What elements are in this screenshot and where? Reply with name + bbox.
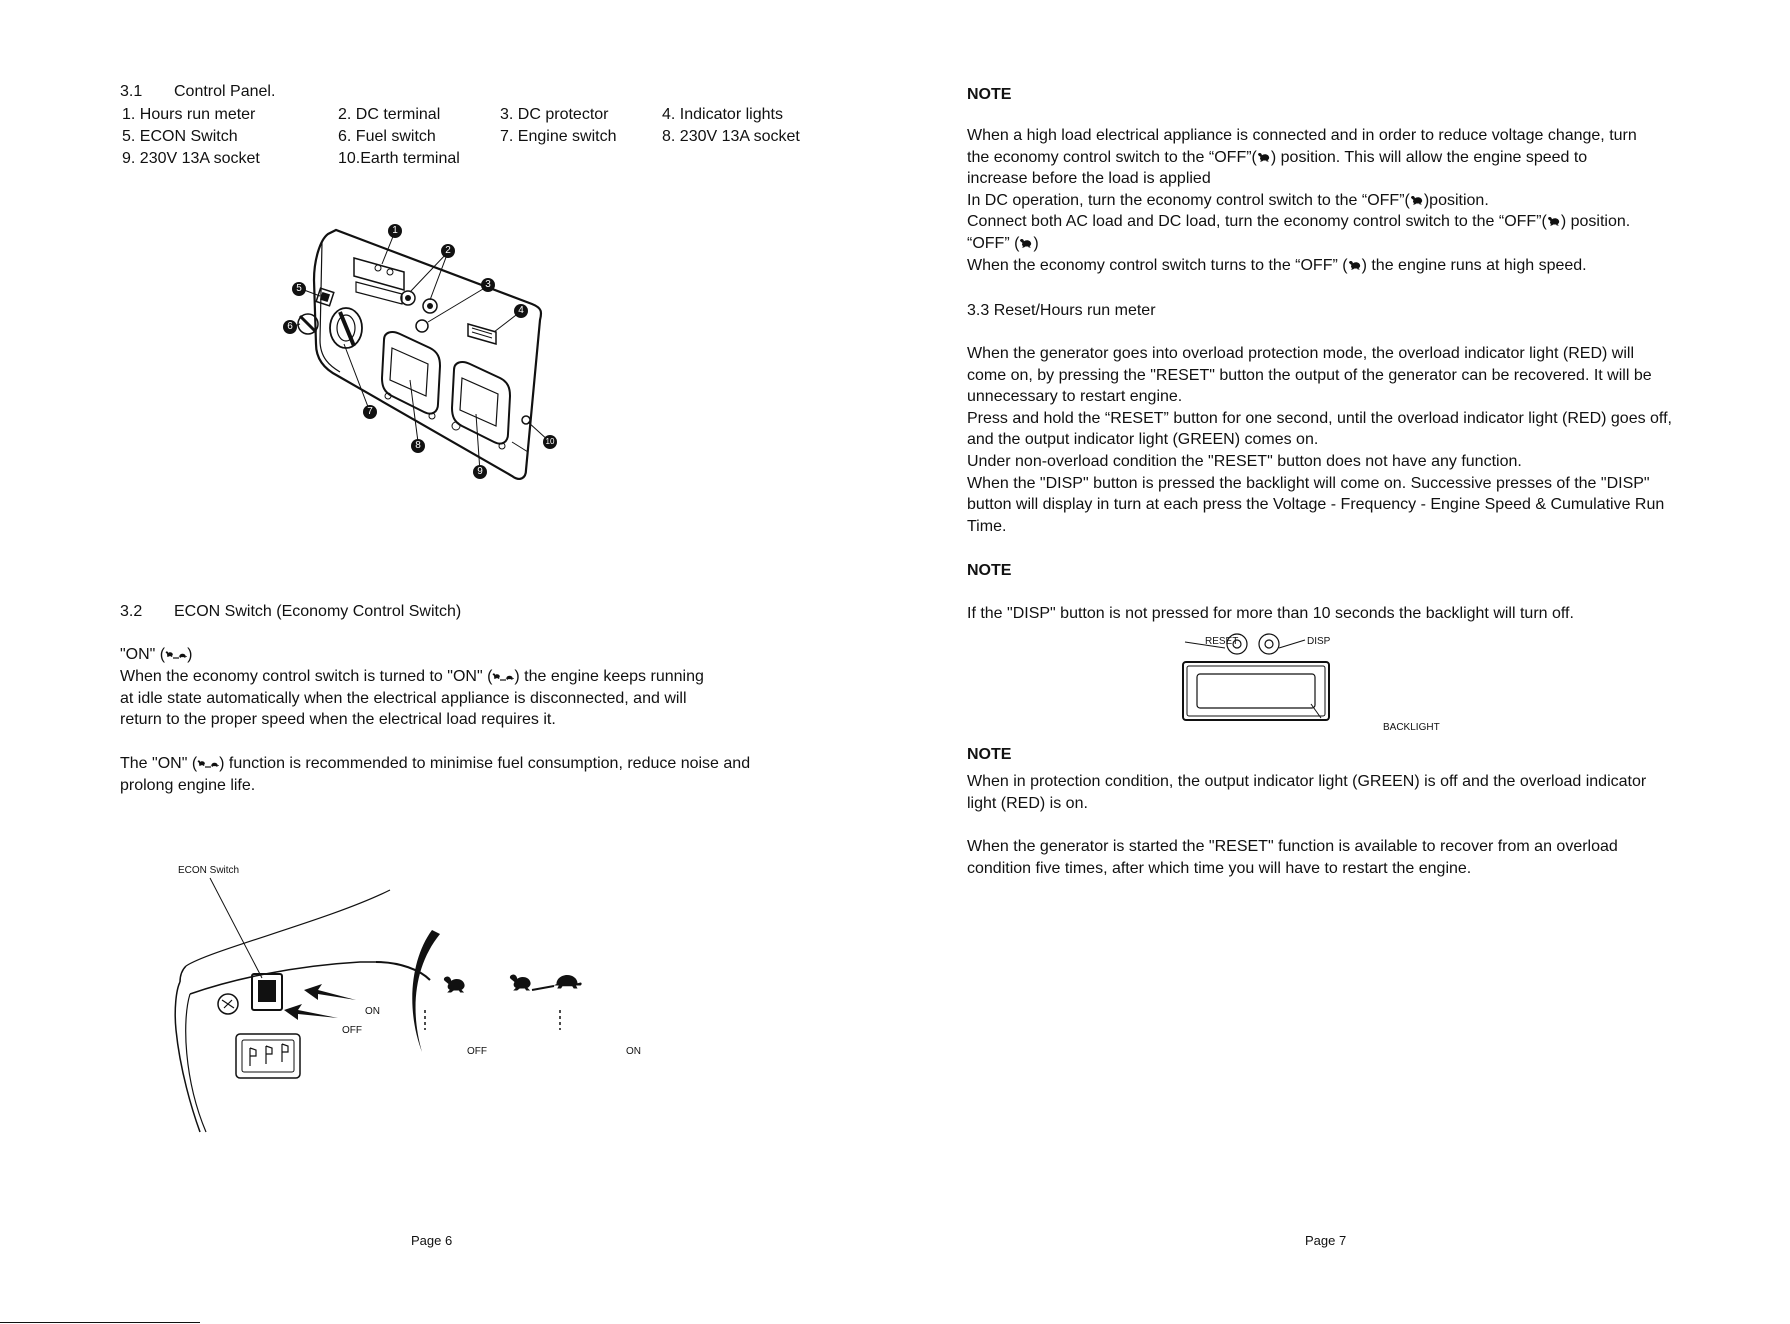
text-span: Connect both AC load and DC load, turn the economy control switch to the “OFF”( <box>967 213 1547 231</box>
text-line: unnecessary to restart engine. <box>967 388 1183 406</box>
rabbit-to-turtle-icon <box>197 758 219 770</box>
callout-number: 8 <box>411 439 425 453</box>
callout-number: 4 <box>514 304 528 318</box>
text-span: When the economy control switch is turned to "ON" ( <box>120 668 493 685</box>
rabbit-to-turtle-icon <box>165 649 187 661</box>
text-line: light (RED) is on. <box>967 794 1088 812</box>
text-line: at idle state automatically when the electrical appliance is disconnected, and will <box>120 689 687 707</box>
right-page <box>895 0 1790 1324</box>
text-span: ) position. This will allow the engine speed to <box>1270 148 1588 166</box>
text-span: the economy control switch to the “OFF”( <box>967 148 1257 166</box>
text-span: ) <box>1033 234 1039 252</box>
callout-number: 2 <box>441 244 455 258</box>
off-position-label: OFF <box>467 1046 487 1057</box>
text-line: When a high load electrical appliance is connected and in order to reduce voltage change, turn <box>967 127 1637 144</box>
econ-paragraph-2 <box>120 753 750 796</box>
part-item: 9. 230V 13A socket <box>122 150 260 167</box>
control-panel-diagram <box>280 220 570 490</box>
page-number: Page 7 <box>1305 1233 1347 1248</box>
text-line: return to the proper speed when the electrical load requires it. <box>120 711 556 729</box>
on-position-label: ON <box>626 1046 641 1057</box>
text-line: condition five times, after which time you will have to restart the engine. <box>967 859 1472 877</box>
backlight-label: BACKLIGHT <box>1383 722 1440 733</box>
rabbit-icon <box>1410 193 1424 207</box>
callout-number: 5 <box>292 282 306 296</box>
text-line: increase before the load is applied <box>967 170 1211 188</box>
text-span: The "ON" ( <box>120 755 198 772</box>
note-heading: NOTE <box>967 562 1012 579</box>
on-arrow-label: ON <box>365 1006 380 1017</box>
off-arrow-label: OFF <box>342 1025 362 1036</box>
page-edge-line <box>0 1322 200 1323</box>
econ-switch-diagram <box>170 870 730 1140</box>
section-33-heading: 3.3 Reset/Hours run meter <box>967 302 1156 319</box>
part-item: 5. ECON Switch <box>122 128 238 145</box>
text-span: ) the engine runs at high speed. <box>1361 256 1587 274</box>
econ-switch-label: ECON Switch <box>178 865 240 876</box>
text-line: prolong engine life. <box>120 776 256 794</box>
text-span: When the economy control switch turns to the “OFF” ( <box>967 256 1348 274</box>
section-31-number: 3.1 <box>120 83 143 100</box>
text-span: ) position. <box>1560 213 1631 231</box>
text-span: “OFF” ( <box>967 234 1020 252</box>
text-line: Press and hold the “RESET” button for one second, until the overload indicator light (RED) goes off, <box>967 409 1672 427</box>
rabbit-icon <box>1547 214 1561 228</box>
part-item: 6. Fuel switch <box>338 128 436 145</box>
part-item: 2. DC terminal <box>338 106 441 123</box>
disp-label: DISP <box>1307 636 1331 647</box>
note-heading: NOTE <box>967 86 1012 103</box>
section-31-title: Control Panel. <box>174 83 276 100</box>
section-33-paragraph <box>967 343 1672 537</box>
callout-number: 1 <box>388 224 402 238</box>
rabbit-icon <box>1348 258 1362 272</box>
text-span: ) the engine keeps running <box>514 668 704 685</box>
text-span: ) function is recommended to minimise fuel consumption, reduce noise and <box>219 755 751 772</box>
on-heading-text: "ON" ( <box>120 646 166 663</box>
callout-number: 9 <box>473 465 487 479</box>
rabbit-icon <box>1257 150 1271 164</box>
text-line: Under non-overload condition the "RESET" button does not have any function. <box>967 452 1522 470</box>
rabbit-to-turtle-icon <box>492 671 514 683</box>
part-item: 1. Hours run meter <box>122 106 256 123</box>
text-line: When the generator goes into overload protection mode, the overload indicator light (RED) will <box>967 345 1635 362</box>
on-heading-text: ) <box>187 646 193 663</box>
part-item: 7. Engine switch <box>500 128 617 145</box>
reset-label: RESET <box>1205 636 1239 647</box>
section-32-number: 3.2 <box>120 603 143 620</box>
rabbit-icon <box>1019 236 1033 250</box>
part-item: 4. Indicator lights <box>662 106 783 123</box>
note-heading: NOTE <box>967 746 1012 763</box>
final-paragraph <box>967 836 1618 879</box>
text-line: come on, by pressing the "RESET" button the output of the generator can be recovered. It will be <box>967 366 1652 384</box>
text-line: and the output indicator light (GREEN) comes on. <box>967 431 1319 449</box>
part-item: 10.Earth terminal <box>338 150 460 167</box>
text-line: button will display in turn at each press the Voltage - Frequency - Engine Speed & Cumulative Run <box>967 496 1665 514</box>
callout-number: 7 <box>363 405 377 419</box>
display-panel-diagram <box>1135 628 1375 728</box>
callout-number: 10 <box>543 435 557 449</box>
note-1-paragraph <box>967 125 1637 276</box>
page-number: Page 6 <box>411 1233 453 1248</box>
section-32-title: ECON Switch (Economy Control Switch) <box>174 603 462 620</box>
text-line: Time. <box>967 517 1007 535</box>
text-line: When the generator is started the "RESET" function is available to recover from an overload <box>967 838 1618 855</box>
econ-paragraph-1 <box>120 666 704 731</box>
text-line: When in protection condition, the output indicator light (GREEN) is off and the overload indicator <box>967 773 1647 790</box>
text-line: When the "DISP" button is pressed the backlight will come on. Successive presses of the "DISP" <box>967 474 1650 492</box>
part-item: 8. 230V 13A socket <box>662 128 800 145</box>
callout-number: 6 <box>283 320 297 334</box>
on-heading <box>120 644 192 666</box>
callout-number: 3 <box>481 278 495 292</box>
note-3-paragraph <box>967 771 1646 814</box>
note-2-text: If the "DISP" button is not pressed for more than 10 seconds the backlight will turn off. <box>967 605 1574 622</box>
text-span: In DC operation, turn the economy control switch to the “OFF”( <box>967 191 1410 209</box>
part-item: 3. DC protector <box>500 106 609 123</box>
text-span: )position. <box>1423 191 1489 209</box>
